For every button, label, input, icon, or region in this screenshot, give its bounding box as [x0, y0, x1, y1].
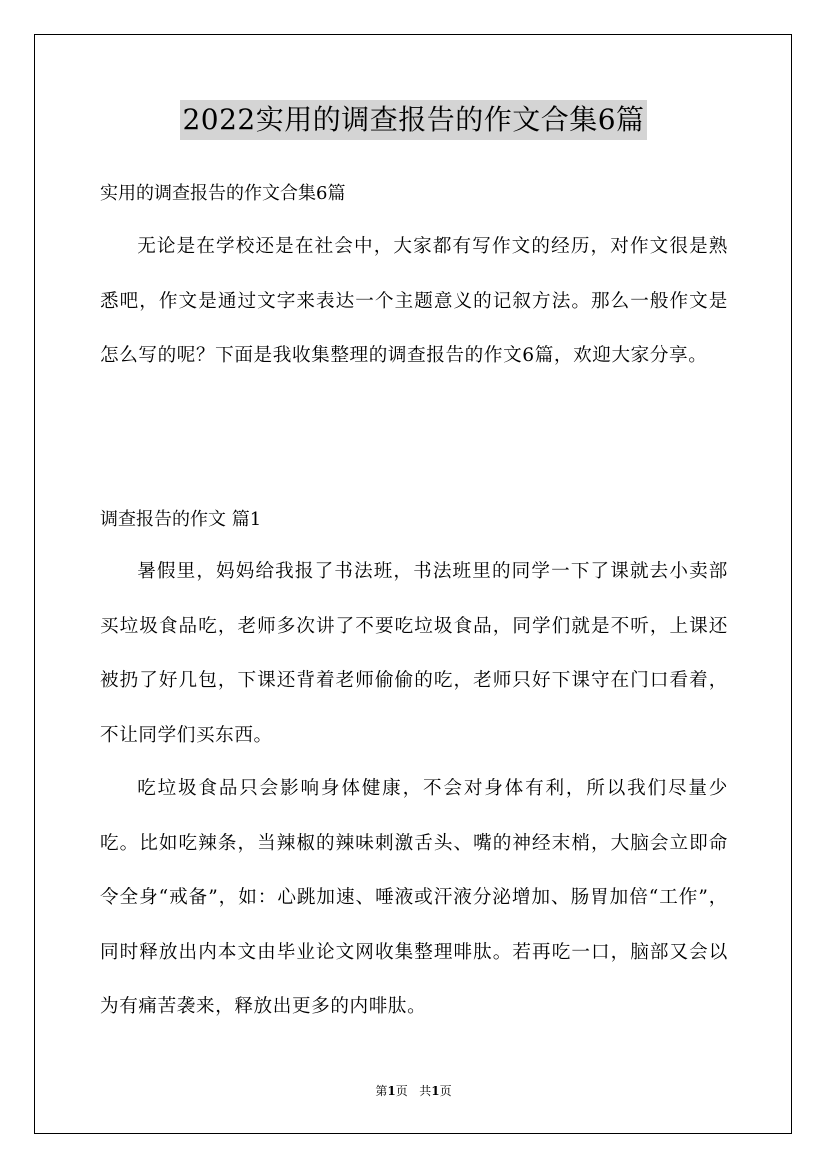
intro-paragraph: 无论是在学校还是在社会中，大家都有写作文的经历，对作文很是熟悉吧，作文是通过文字来表达一个主题意义的记叙方法。那么一般作文是怎么写的呢？下面是我收集整理的调查报告的作文6篇，欢迎大家分享。: [100, 236, 728, 366]
document-subtitle: 实用的调查报告的作文合集6篇: [100, 183, 346, 204]
page-prefix: 第: [375, 1084, 388, 1098]
total-prefix: 共: [419, 1084, 432, 1098]
total-suffix: 页: [439, 1084, 452, 1098]
page-footer: [0, 1083, 827, 1099]
section-heading: 调查报告的作文 篇1: [100, 509, 262, 530]
page-number: 1: [387, 1084, 396, 1098]
title-container: [0, 100, 827, 140]
page-suffix: 页: [395, 1084, 408, 1098]
body-paragraph-2: 吃垃圾食品只会影响身体健康，不会对身体有利，所以我们尽量少吃。比如吃辣条，当辣椒的辣味刺激舌头、嘴的神经末梢，大脑会立即命令全身“戒备”，如：心跳加速、唾液或汗液分泌增加、肠胃加倍“工作”，同时释放出内本文由毕业论文网收集整理啡肽。若再吃一口，脑部又会以为有痛苦袭来，释放出更多的内啡肽。: [100, 778, 728, 1017]
total-pages: 1: [431, 1084, 440, 1098]
document-title: 2022实用的调查报告的作文合集6篇: [180, 100, 646, 140]
body-paragraph-1: 暑假里，妈妈给我报了书法班，书法班里的同学一下了课就去小卖部买垃圾食品吃，老师多次讲了不要吃垃圾食品，同学们就是不听，上课还被扔了好几包，下课还背着老师偷偷的吃，老师只好下课守在门口看着，不让同学们买东西。: [100, 561, 728, 746]
